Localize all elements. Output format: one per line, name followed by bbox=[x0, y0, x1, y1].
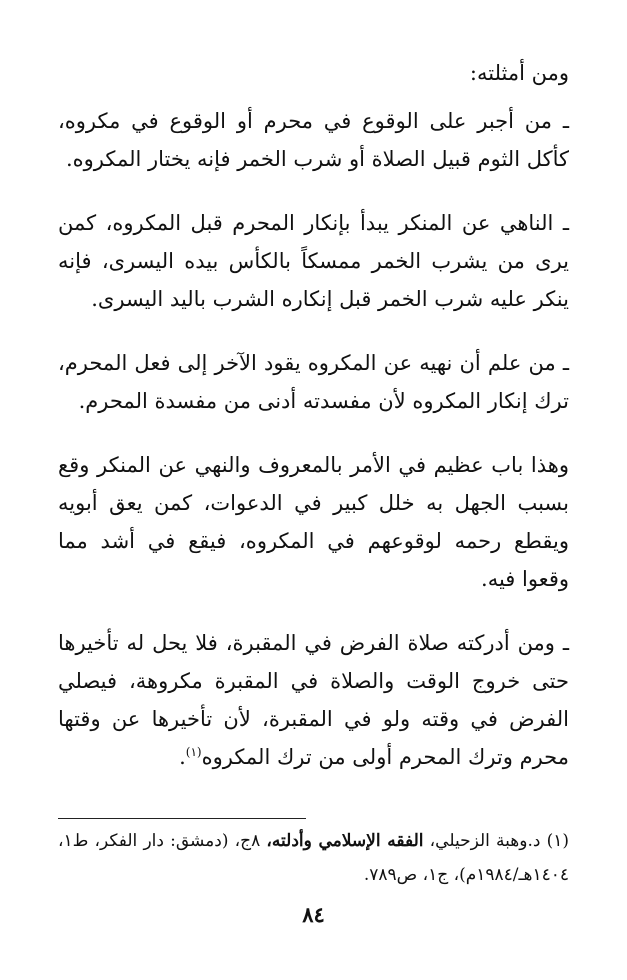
paragraph-4: وهذا باب عظيم في الأمر بالمعروف والنهي عن المنكر وقع بسبب الجهل به خلل كبير في الدعوات، كمن يعق أبويه ويقطع رحمه لوقوعهم في المكروه، فيقع في أشد مما وقعوا فيه. bbox=[58, 453, 569, 591]
footnote-author: د.وهبة الزحيلي، bbox=[429, 831, 541, 851]
page-body bbox=[58, 54, 569, 802]
footnote-reference[interactable]: (١) bbox=[185, 745, 202, 759]
footnote-separator bbox=[58, 818, 306, 819]
footnote bbox=[58, 824, 569, 892]
page-number: ٨٤ bbox=[302, 902, 325, 927]
paragraph-1: ـ من أجبر على الوقوع في محرم أو الوقوع في مكروه، كأكل الثوم قبيل الصلاة أو شرب الخمر فإنه يختار المكروه. bbox=[58, 109, 569, 171]
section-heading: ومن أمثلته: bbox=[469, 61, 569, 85]
paragraph-3: ـ من علم أن نهيه عن المكروه يقود الآخر إلى فعل المحرم، ترك إنكار المكروه لأن مفسدته أدنى من مفسدة المحرم. bbox=[58, 351, 569, 413]
footnote-details: ٨ج، (دمشق: دار الفكر، ط١، ١٤٠٤هـ/١٩٨٤م)، ج١، ص٧٨٩. bbox=[58, 831, 569, 885]
paragraph-5 bbox=[58, 624, 569, 776]
paragraph-2: ـ الناهي عن المنكر يبدأ بإنكار المحرم قبل المكروه، كمن يرى من يشرب الخمر ممسكاً بالكأس بيده اليسرى، فإنه ينكر عليه شرب الخمر قبل إنكاره الشرب باليد اليسرى. bbox=[58, 211, 569, 311]
paragraph-5-text: ـ ومن أدركته صلاة الفرض في المقبرة، فلا يحل له تأخيرها حتى خروج الوقت والصلاة في المقبرة مكروهة، فيصلي الفرض في وقته ولو في المقبرة، لأن تأخيرها عن وقتها محرم وترك المحرم أولى من ترك المكروه bbox=[58, 631, 569, 769]
footnote-number: (١) bbox=[546, 831, 570, 851]
footnote-book-title: الفقه الإسلامي وأدلته، bbox=[266, 831, 424, 851]
paragraph-5-end: . bbox=[179, 745, 186, 769]
